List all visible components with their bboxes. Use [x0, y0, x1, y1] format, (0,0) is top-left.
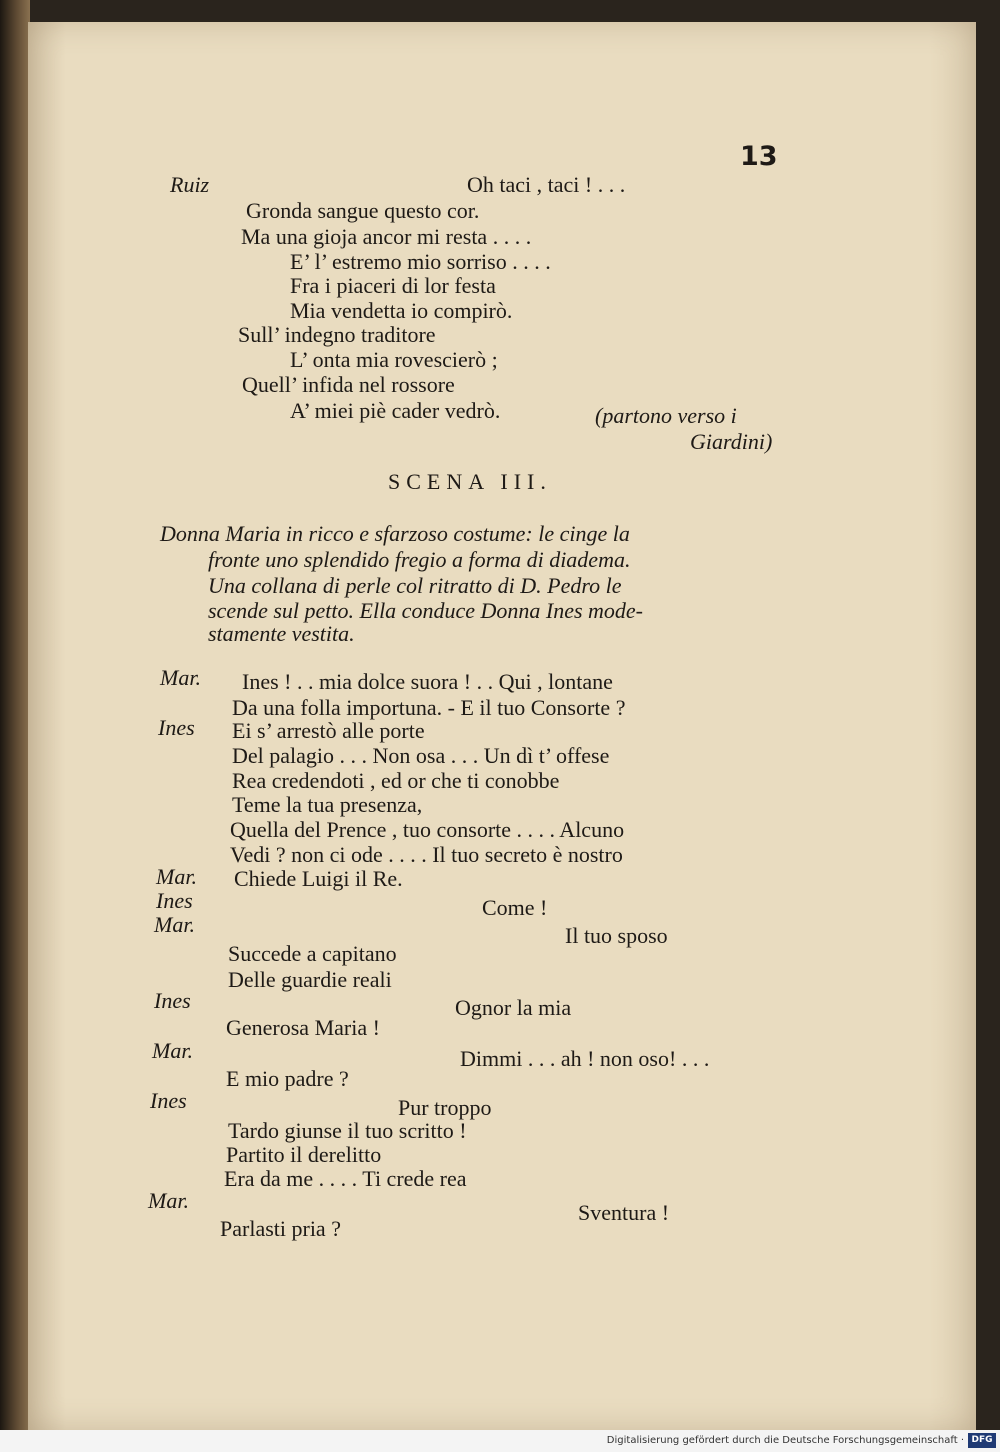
stage-direction: scende sul petto. Ella conduce Donna Ines mode-: [208, 598, 643, 623]
verse-line: Fra i piaceri di lor festa: [290, 273, 496, 298]
verse-line: Delle guardie reali: [228, 967, 392, 992]
verse-line: Sull’ indegno traditore: [238, 322, 436, 347]
verse-line: Era da me . . . . Ti crede rea: [224, 1166, 467, 1191]
speaker-label: Mar.: [156, 864, 197, 889]
verse-line: Gronda sangue questo cor.: [246, 198, 480, 223]
speaker-label: Ines: [158, 715, 195, 740]
stage-direction: (partono verso i: [595, 403, 737, 428]
verse-line: Tardo giunse il tuo scritto !: [228, 1118, 467, 1143]
verse-line: A’ miei piè cader vedrò.: [290, 398, 501, 423]
speaker-label: Ruiz: [170, 172, 210, 197]
verse-line: Pur troppo: [398, 1095, 492, 1120]
stage-direction: Donna Maria in ricco e sfarzoso costume: le cinge la: [160, 521, 630, 546]
verse-line: Come !: [482, 895, 548, 920]
funding-notice: Digitalisierung gefördert durch die Deutsche Forschungsgemeinschaft ·: [606, 1435, 964, 1446]
scene-heading: SCENA III.: [388, 469, 552, 494]
speaker-label: Ines: [156, 888, 193, 913]
verse-line: E mio padre ?: [226, 1066, 349, 1091]
page-number: 13: [740, 141, 778, 172]
verse-line: Vedi ? non ci ode . . . . Il tuo secreto è nostro: [230, 842, 623, 867]
verse-line: E’ l’ estremo mio sorriso . . . .: [290, 249, 551, 274]
verse-line: Da una folla importuna. - E il tuo Consorte ?: [232, 695, 626, 720]
verse-line: Mia vendetta io compirò.: [290, 298, 513, 323]
verse-line: Dimmi . . . ah ! non oso! . . .: [460, 1046, 710, 1071]
verse-line: Ines ! . . mia dolce suora ! . . Qui , lontane: [242, 669, 613, 694]
verse-line: Oh taci , taci ! . . .: [467, 172, 626, 197]
stage-direction: Una collana di perle col ritratto di D. Pedro le: [208, 573, 622, 598]
verse-line: Il tuo sposo: [565, 923, 668, 948]
verse-line: Ma una gioja ancor mi resta . . . .: [241, 224, 532, 249]
stage-direction: fronte uno splendido fregio a forma di diadema.: [208, 547, 631, 572]
speaker-label: Mar.: [148, 1188, 189, 1213]
verse-line: Parlasti pria ?: [220, 1216, 341, 1241]
verse-line: Del palagio . . . Non osa . . . Un dì t’ offese: [232, 743, 610, 768]
speaker-label: Mar.: [160, 665, 201, 690]
speaker-label: Mar.: [152, 1038, 193, 1063]
footer-bar: [0, 1430, 1000, 1452]
verse-line: Partito il derelitto: [226, 1142, 382, 1167]
verse-line: Quella del Prence , tuo consorte . . . . Alcuno: [230, 817, 625, 842]
verse-line: Teme la tua presenza,: [232, 792, 423, 817]
verse-line: Sventura !: [578, 1200, 670, 1225]
stage-direction: Giardini): [690, 429, 773, 454]
verse-line: L’ onta mia rovescierò ;: [290, 347, 498, 372]
verse-line: Chiede Luigi il Re.: [234, 866, 403, 891]
speaker-label: Mar.: [154, 912, 195, 937]
verse-line: Ognor la mia: [455, 995, 572, 1020]
stage-direction: stamente vestita.: [208, 621, 355, 646]
speaker-label: Ines: [150, 1088, 187, 1113]
verse-line: Succede a capitano: [228, 941, 397, 966]
verse-line: Generosa Maria !: [226, 1015, 380, 1040]
book-spine-shadow: [0, 0, 30, 1440]
verse-line: Rea credendoti , ed or che ti conobbe: [232, 768, 560, 793]
speaker-label: Ines: [154, 988, 191, 1013]
dfg-logo: DFG: [968, 1433, 996, 1448]
verse-line: Quell’ infida nel rossore: [242, 372, 455, 397]
verse-line: Ei s’ arrestò alle porte: [232, 718, 425, 743]
